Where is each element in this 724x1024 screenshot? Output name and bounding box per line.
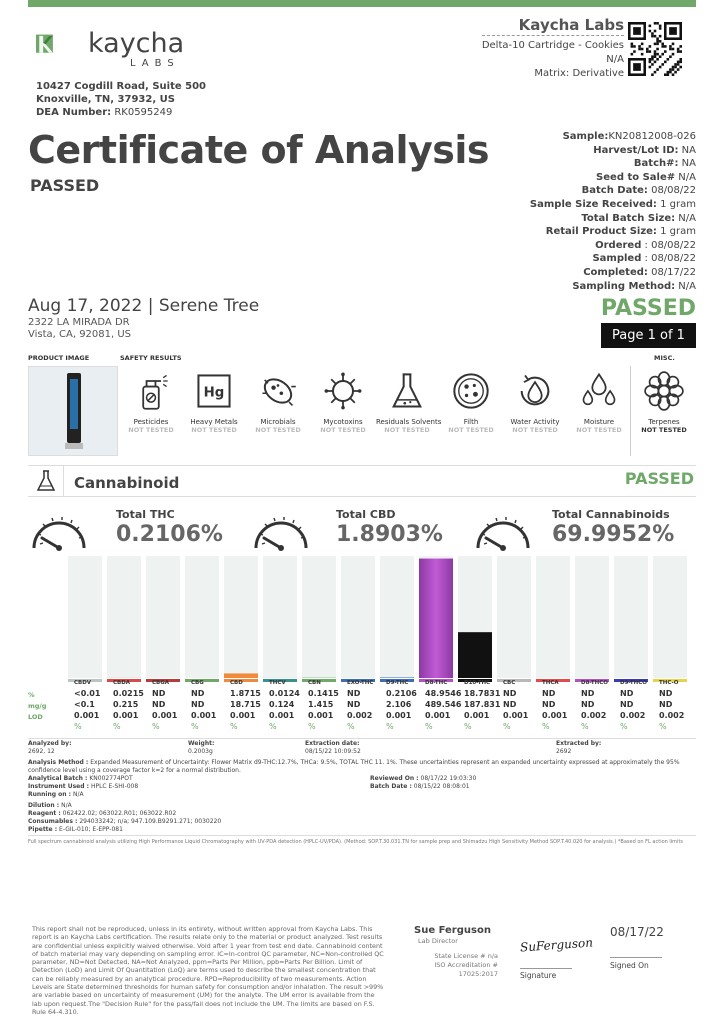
table-cell: ND [347, 689, 361, 698]
table-cell: ND [581, 700, 595, 709]
metadata-row: Seed to Sale# N/A [596, 171, 696, 183]
column-header: D8-THC [425, 680, 448, 686]
bar-track [497, 556, 531, 678]
table-cell: ND [542, 689, 556, 698]
sample-metadata [530, 130, 696, 293]
bar-track [302, 556, 336, 678]
table-cell: % [269, 722, 277, 731]
table-cell: ND [191, 689, 205, 698]
table-cell: 0.001 [386, 711, 412, 720]
table-cell: % [386, 722, 394, 731]
product-name: Delta-10 Cartridge - Cookies [481, 40, 624, 51]
safety-result-moisture: Moisture NOT TESTED [568, 368, 630, 434]
table-cell: <0.1 [74, 700, 95, 709]
signed-date: 08/17/22 [610, 925, 664, 939]
table-cell: % [464, 722, 472, 731]
table-cell: ND [620, 700, 634, 709]
table-cell: ND [503, 689, 517, 698]
table-cell: 0.001 [191, 711, 217, 720]
virus-icon [323, 368, 363, 414]
bar-track [575, 556, 609, 678]
metadata-row: Batch Date: 08/08/22 [581, 185, 696, 197]
signed-line [610, 957, 662, 958]
table-cell: 0.001 [503, 711, 529, 720]
table-cell: % [503, 722, 511, 731]
row-label: % [28, 691, 35, 699]
table-cell: % [74, 722, 82, 731]
table-cell: ND [152, 689, 166, 698]
safety-result-pesticides: Pesticides NOT TESTED [120, 368, 182, 434]
product-image-label: PRODUCT IMAGE [28, 354, 90, 362]
cannabinoid-icon-box [28, 465, 64, 497]
table-cell: % [581, 722, 589, 731]
page-title: Certificate of Analysis [28, 128, 490, 172]
table-cell: 0.001 [230, 711, 256, 720]
bar-track [263, 556, 297, 678]
cannabinoid-title: Cannabinoid [74, 474, 180, 492]
metadata-row: Ordered : 08/08/22 [595, 239, 696, 251]
disclaimer-text: This report shall not be reproduced, unless in its entirety, without written approval from Kaycha Labs. This report is an Kaycha Labs certification. The results relate only to the material or product analyzed. Test results are confidential unless explicitly waived otherwise. Void after 1 year from test end date. Cannabinoid content of batch material may vary depending on sampling error. IC=In-control QC parameter, NC=Non-controlled QC parameter, ND=Not Detected, NA=Not Analyzed, ppm=Parts Per Million, ppb=Parts Per Billion. Limit of Detection (LoD) and Limit Of Quantitation (LoQ) are terms used to describe the smallest concentration that can be reliably measured by an analytical procedure. RPD=Reproducibility of two measurements. Action Levels are State determined thresholds for human safety for consumption and/or inhalation. The result >99% are variable based on uncertainty of measurement (UM) for the analyte. The UM error is available from the lab upon request.The "Decision Rule" for the pass/fail does not include the UM. The limits are based on F.S. Rule 64-4.310. [32, 925, 384, 1016]
table-cell: 0.001 [152, 711, 178, 720]
table-cell: % [308, 722, 316, 731]
gauge-icon [472, 508, 534, 552]
misc-label: MISC. [654, 354, 675, 362]
hg-element-icon [194, 368, 234, 414]
column-header: CBDV [74, 680, 92, 686]
spray-bottle-icon [131, 368, 171, 414]
analysis-method: Analysis Method : Expanded Measurement of Uncertainty: Flower Matrix d9-THC:12.7%, THCa: 9.5%, TOTAL THC 11. 1%. These uncertainties represent an expanded uncertainty expressed at approximately the 95% confidence level using a coverage factor k=2 for a normal distribution. [28, 759, 680, 774]
bar-d10-thc [458, 632, 492, 678]
table-cell: 18.7831 [464, 689, 501, 698]
table-cell: 0.001 [74, 711, 100, 720]
passed-status: PASSED [600, 296, 696, 321]
row-label: LOD [28, 713, 43, 721]
safety-result-mycotoxins: Mycotoxins NOT TESTED [312, 368, 374, 434]
total-label: Total THC [116, 508, 175, 521]
column-header: CBD [230, 680, 243, 686]
safety-result-heavy-metals: Hg Heavy Metals NOT TESTED [183, 368, 245, 434]
table-cell: % [425, 722, 433, 731]
table-cell: <0.01 [74, 689, 101, 698]
table-cell: 0.001 [308, 711, 334, 720]
flask-icon [36, 469, 56, 493]
bacteria-icon [258, 368, 298, 414]
table-cell: % [230, 722, 238, 731]
cannabinoid-table [28, 680, 696, 736]
divider [28, 738, 696, 739]
safety-result-filth: Filth NOT TESTED [440, 368, 502, 434]
column-header: THCV [269, 680, 286, 686]
table-cell: % [542, 722, 550, 731]
product-header: Kaycha Labs Delta-10 Cartridge - Cookies N/A Matrix: Derivative [481, 16, 624, 79]
table-cell: 0.0215 [113, 689, 144, 698]
table-cell: 0.001 [269, 711, 295, 720]
table-cell: 489.546 [425, 700, 462, 709]
column-header: CBGA [152, 680, 169, 686]
bar-track [614, 556, 648, 678]
table-cell: ND [581, 689, 595, 698]
reagents-info: Dilution : N/A Reagent : 062422.02; 063022.R01; 063022.R02 Consumables : 294033242; n/a; 947.109.B9291.271; 0030220 Pipette : E-GIL-010; E-EPP-081 [28, 802, 222, 833]
analyzed-by: Analyzed by: 2692, 12 [28, 740, 72, 755]
table-cell: 0.002 [581, 711, 607, 720]
table-cell: 0.001 [113, 711, 139, 720]
review-info: Reviewed On : 08/17/22 19:03:30 Batch Date : 08/15/22 08:08:01 [370, 775, 477, 790]
table-cell: 0.215 [113, 700, 139, 709]
overall-status: PASSED [30, 176, 100, 195]
method-note: Full spectrum cannabinoid analysis utilizing High Performance Liquid Chromatography with UV-PDA detection (HPLC-UV/PDA). (Method: SOP.T.30.031.TN for sample prep and Shimadzu High Sensitivity Method SOP.T.40.020 for analysis.) *Based on FL action limits [28, 839, 684, 845]
row-label: mg/g [28, 702, 47, 710]
bar-track [146, 556, 180, 678]
bar-track [185, 556, 219, 678]
brand-sub: LABS [130, 58, 180, 69]
top-accent-bar [28, 0, 696, 7]
column-header: THCA [542, 680, 559, 686]
column-header: CBN [308, 680, 321, 686]
bar-track [536, 556, 570, 678]
product-matrix: Matrix: Derivative [534, 68, 624, 79]
column-header: CBC [503, 680, 516, 686]
petri-dish-icon [451, 368, 491, 414]
metadata-row: Sampled : 08/08/22 [592, 253, 696, 265]
moisture-drops-icon [579, 368, 619, 414]
metadata-row: Batch#: NA [633, 158, 696, 170]
table-cell: % [113, 722, 121, 731]
lab-address: 10427 Cogdill Road, Suite 500 Knoxville, TN, 37932, US DEA Number: RK0595249 [36, 81, 206, 118]
table-cell: ND [152, 700, 166, 709]
metadata-row: Completed: 08/17/22 [583, 266, 696, 278]
signer-title: Lab Director [418, 937, 458, 945]
analytical-batch: Analytical Batch : KN002774POT Instrument Used : HPLC E-SHI-008 Running on : N/A [28, 775, 139, 798]
gauge-icon [28, 508, 90, 552]
total-value: 0.2106% [116, 522, 223, 547]
page-indicator: Page 1 of 1 [601, 323, 696, 348]
signature-image: SuFerguson [519, 935, 594, 955]
signature-line [520, 968, 572, 969]
kaycha-logo-icon [36, 16, 88, 72]
safety-result-water-activity: Water Activity NOT TESTED [504, 368, 566, 434]
client-address: 2322 LA MIRADA DR Vista, CA, 92081, US [28, 317, 132, 340]
table-cell: 0.002 [347, 711, 373, 720]
signature-label: Signature [520, 971, 557, 980]
table-cell: 187.831 [464, 700, 501, 709]
column-header: D8-THCO [581, 680, 608, 686]
cannabinoid-bar-chart [68, 556, 692, 682]
cannabinoid-status: PASSED [624, 469, 694, 488]
flower-icon [644, 368, 684, 414]
column-header: THC-O [659, 680, 679, 686]
safety-result-microbials: Microbials NOT TESTED [247, 368, 309, 434]
table-cell: 0.002 [659, 711, 685, 720]
table-cell: 0.0124 [269, 689, 300, 698]
bar-track [68, 556, 102, 678]
table-cell: ND [542, 700, 556, 709]
misc-divider [630, 366, 631, 456]
metadata-row: Harvest/Lot ID: NA [593, 144, 696, 156]
brand-name: kaycha [88, 28, 185, 59]
column-header: CBDA [113, 680, 131, 686]
signed-label: Signed On [610, 961, 649, 970]
table-cell: % [347, 722, 355, 731]
signer-name: Sue Ferguson [414, 925, 491, 936]
table-cell: 18.715 [230, 700, 261, 709]
weight: Weight: 0.2003g [188, 740, 215, 755]
bar-track [653, 556, 687, 678]
column-header: D9-THCO [620, 680, 647, 686]
safety-result-residuals-solvents: Residuals Solvents NOT TESTED [376, 368, 438, 434]
flask-icon [387, 368, 427, 414]
table-cell: 48.9546 [425, 689, 462, 698]
table-cell: ND [620, 689, 634, 698]
table-cell: 0.001 [542, 711, 568, 720]
table-cell: % [191, 722, 199, 731]
bar-track [107, 556, 141, 678]
table-cell: 2.106 [386, 700, 412, 709]
table-cell: ND [191, 700, 205, 709]
table-cell: ND [659, 689, 673, 698]
water-drop-icon [515, 368, 555, 414]
report-dateline: Aug 17, 2022 | Serene Tree [28, 296, 260, 316]
lab-name: Kaycha Labs [482, 18, 624, 36]
table-cell: ND [347, 700, 361, 709]
table-cell: ND [659, 700, 673, 709]
metadata-row: Total Batch Size: N/A [581, 212, 696, 224]
table-cell: % [659, 722, 667, 731]
bar-track [380, 556, 414, 678]
qr-code-icon[interactable] [628, 22, 682, 76]
svg-text:Hg: Hg [203, 385, 225, 401]
metadata-row: Sample Size Received: 1 gram [529, 198, 696, 210]
table-cell: 0.002 [620, 711, 646, 720]
bar-d9-thc [380, 677, 414, 678]
table-cell: % [620, 722, 628, 731]
total-label: Total CBD [336, 508, 396, 521]
total-value: 1.8903% [336, 522, 443, 547]
gauge-icon [250, 508, 312, 552]
bar-track [224, 556, 258, 678]
metadata-row: Sampling Method: N/A [572, 280, 696, 292]
bar-cbd [224, 673, 258, 678]
metadata-row: Sample:KN20812008-026 [562, 131, 696, 142]
safety-results-label: SAFETY RESULTS [120, 354, 182, 362]
table-cell: % [152, 722, 160, 731]
table-cell: 0.2106 [386, 689, 417, 698]
table-cell: 0.001 [425, 711, 451, 720]
product-image [28, 366, 118, 456]
safety-result-terpenes: Terpenes NOT TESTED [633, 368, 695, 434]
table-cell: ND [503, 700, 517, 709]
table-cell: 1.415 [308, 700, 334, 709]
metadata-row: Retail Product Size: 1 gram [545, 226, 696, 238]
table-cell: 0.001 [464, 711, 490, 720]
total-value: 69.9952% [552, 522, 675, 547]
extraction-date: Extraction date: 08/15/22 10:09:52 [305, 740, 361, 755]
license-info: State License # n/a ISO Accreditation # 17025:2017 [434, 952, 498, 978]
table-cell: 1.8715 [230, 689, 261, 698]
table-cell: 0.1415 [308, 689, 339, 698]
extracted-by: Extracted by: 2692 [556, 740, 602, 755]
column-header: EXO-THC [347, 680, 374, 686]
bar-track [341, 556, 375, 678]
column-header: CBG [191, 680, 204, 686]
bar-d8-thc [419, 559, 453, 678]
total-label: Total Cannabinoids [552, 508, 670, 521]
divider [28, 835, 696, 836]
table-cell: 0.124 [269, 700, 295, 709]
column-header: D10-THC [464, 680, 491, 686]
column-header: D9-THC [386, 680, 409, 686]
